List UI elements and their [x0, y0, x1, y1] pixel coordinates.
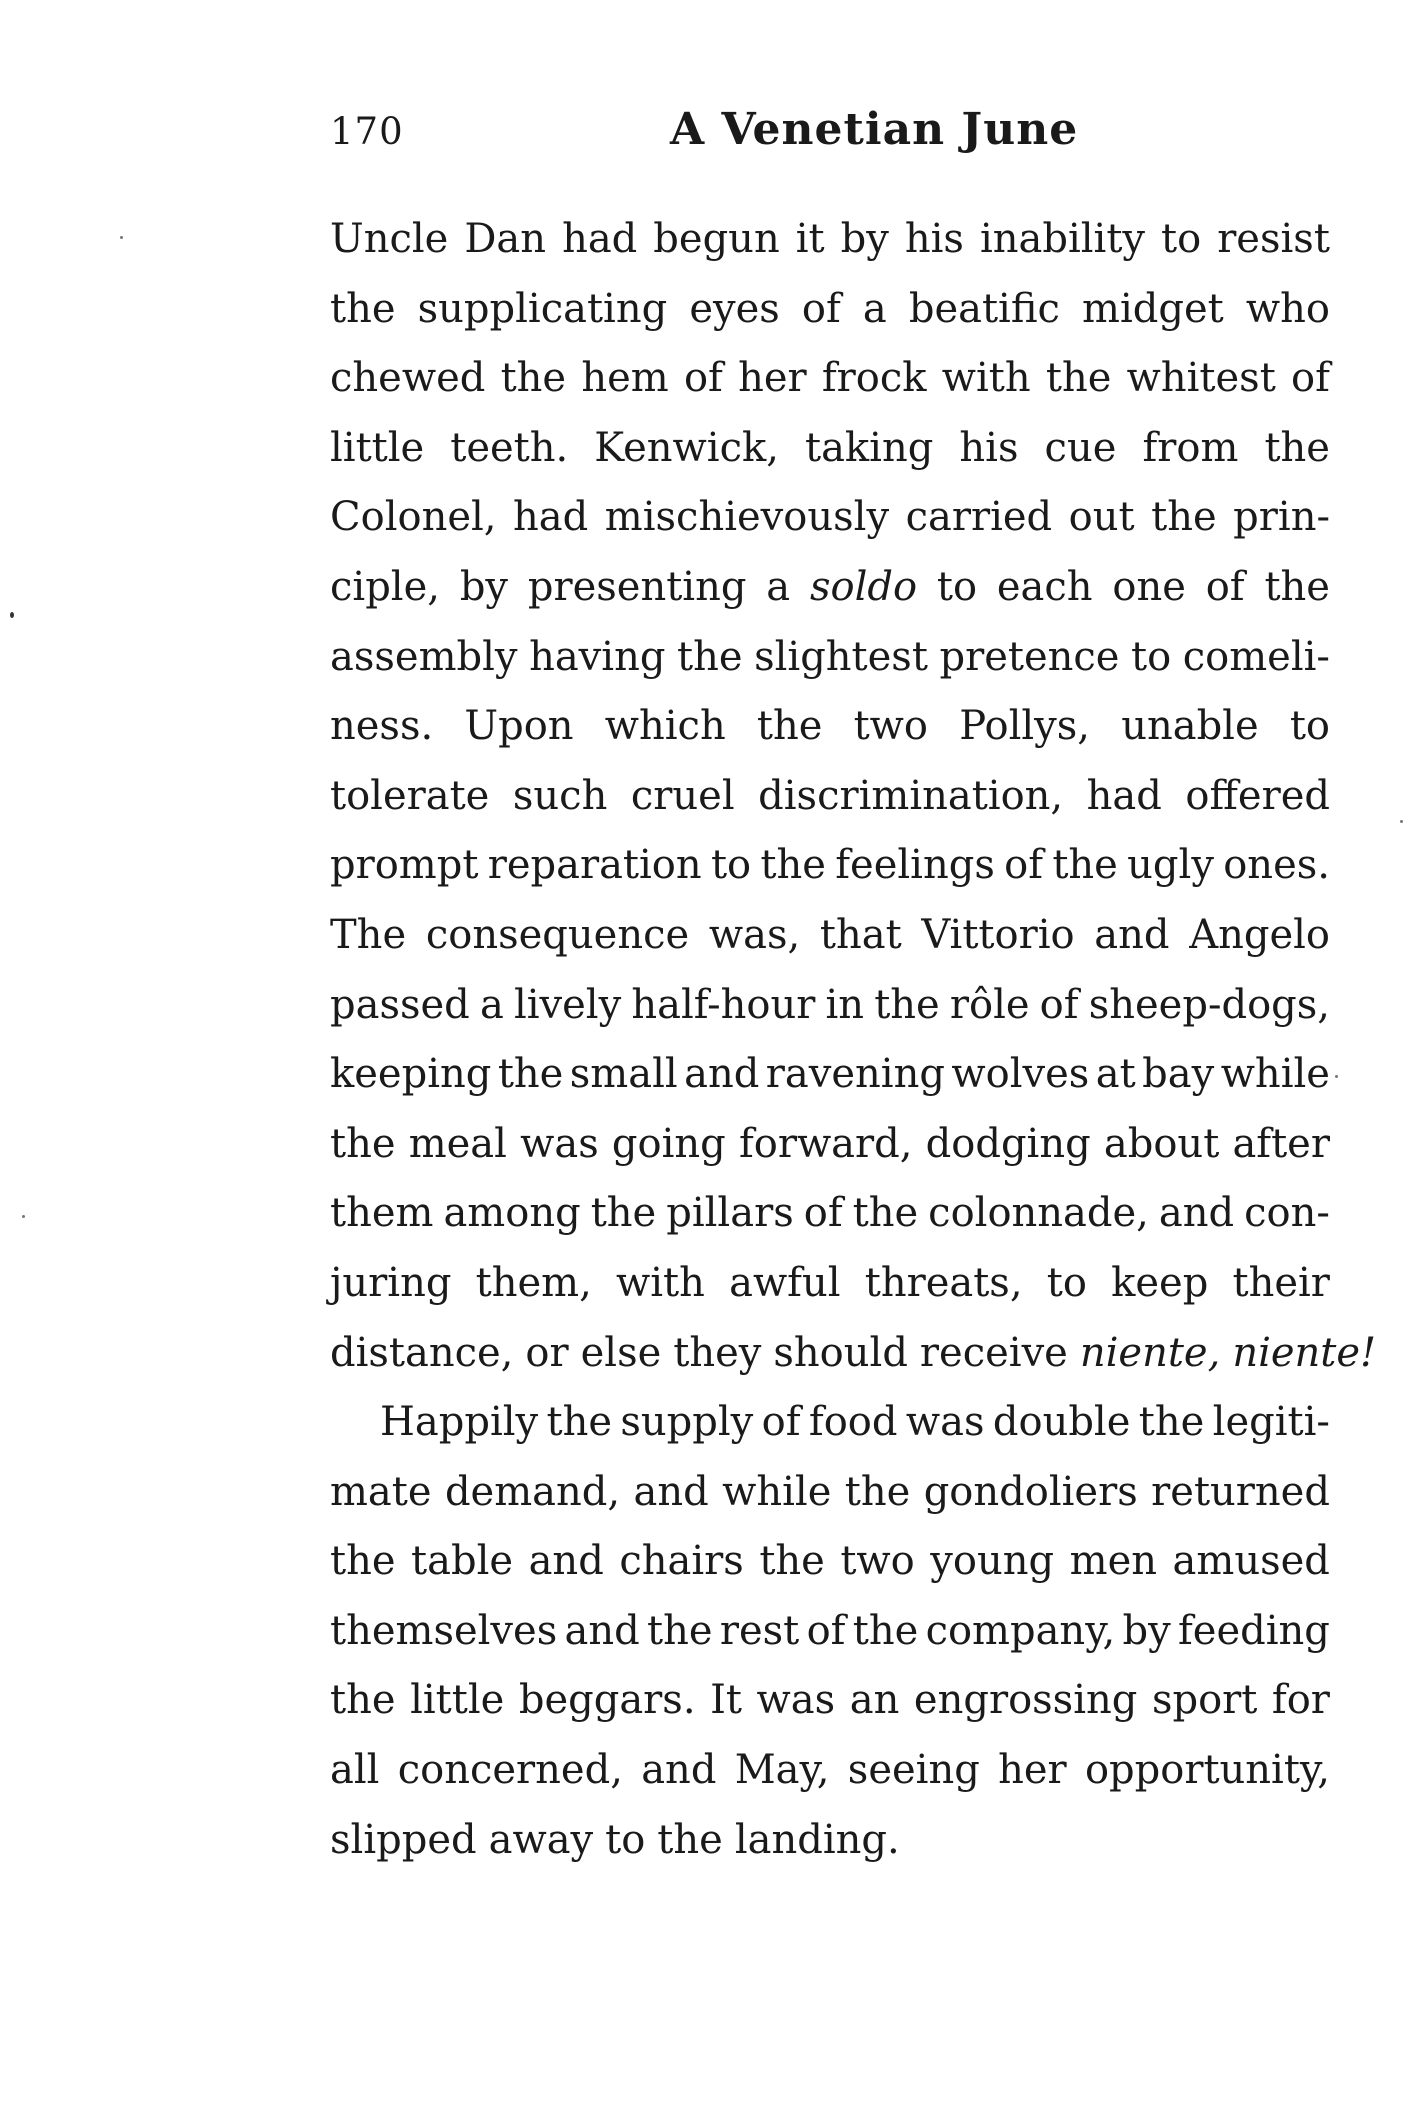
- paper-speck: [1335, 1075, 1338, 1078]
- word: prompt: [330, 842, 479, 889]
- word: his: [959, 424, 1019, 471]
- word: ugly: [1127, 842, 1214, 889]
- word: the: [330, 1120, 396, 1167]
- word: his: [904, 216, 964, 262]
- word: by: [459, 563, 509, 610]
- word: unable: [1121, 703, 1259, 750]
- word: sheep-dogs,: [1088, 981, 1330, 1028]
- word: mate: [330, 1468, 432, 1515]
- word: table: [411, 1538, 514, 1585]
- word: which: [604, 703, 726, 750]
- text-line: [330, 1736, 1330, 1806]
- text-line: [330, 275, 1330, 345]
- word: and: [528, 1538, 604, 1585]
- word: niente!: [1232, 1329, 1377, 1376]
- page-number: 170: [330, 110, 404, 153]
- text-line: [330, 762, 1330, 832]
- word: away: [488, 1816, 594, 1863]
- word: taking: [805, 424, 934, 471]
- word: hem: [581, 355, 669, 402]
- text-line: [330, 1179, 1330, 1249]
- word: who: [1245, 285, 1330, 332]
- word: begun: [653, 216, 780, 262]
- word: feelings: [835, 842, 995, 889]
- text-line: [330, 1806, 1330, 1876]
- word: Kenwick,: [594, 424, 779, 471]
- word: and: [1094, 911, 1170, 958]
- word: forward,: [738, 1120, 913, 1167]
- word: passed: [330, 981, 470, 1028]
- word: assembly: [330, 633, 518, 680]
- word: by: [840, 216, 889, 262]
- word: May,: [734, 1747, 830, 1794]
- word: rest: [719, 1607, 800, 1654]
- word: wolves: [951, 1051, 1090, 1098]
- word: to: [710, 842, 752, 889]
- word: opportunity,: [1084, 1747, 1330, 1794]
- word: small: [569, 1051, 678, 1098]
- word: lively: [513, 981, 622, 1028]
- word: feeding: [1178, 1607, 1330, 1654]
- word: chairs: [619, 1538, 744, 1585]
- word: that: [819, 911, 902, 958]
- word: carried: [905, 494, 1053, 541]
- word: receive: [919, 1329, 1068, 1376]
- word: tolerate: [330, 772, 490, 819]
- word: the: [852, 1190, 919, 1237]
- word: two: [853, 703, 929, 750]
- text-line: [330, 1597, 1330, 1667]
- paper-speck: [22, 1215, 25, 1218]
- word: of: [1205, 563, 1245, 610]
- word: pretence: [939, 633, 1120, 680]
- word: to: [1131, 633, 1172, 680]
- word: young: [930, 1538, 1055, 1585]
- word: going: [611, 1120, 726, 1167]
- word: of: [761, 1399, 801, 1446]
- word: food: [808, 1399, 898, 1446]
- word: them: [330, 1190, 434, 1237]
- word: rôle: [949, 981, 1030, 1028]
- word: among: [443, 1190, 581, 1237]
- word: for: [1271, 1677, 1330, 1724]
- word: else: [580, 1329, 662, 1376]
- running-title: A Venetian June: [670, 104, 1079, 155]
- word: the: [330, 1677, 396, 1724]
- word: teeth.: [450, 424, 569, 471]
- word: from: [1142, 424, 1239, 471]
- word: the: [1264, 563, 1330, 610]
- word: to: [1161, 216, 1202, 262]
- word: whitest: [1126, 355, 1276, 402]
- text-line: [330, 1527, 1330, 1597]
- word: of: [801, 285, 841, 332]
- word: to: [936, 563, 978, 610]
- word: and: [684, 1051, 760, 1098]
- word: little: [330, 424, 425, 471]
- word: company,: [925, 1607, 1116, 1654]
- text-line: [330, 692, 1330, 762]
- word: presenting: [527, 563, 747, 610]
- word: legiti-: [1212, 1399, 1330, 1446]
- word: chewed: [330, 355, 486, 402]
- word: the: [546, 1399, 613, 1446]
- word: the: [1151, 494, 1217, 541]
- word: landing.: [734, 1816, 900, 1863]
- word: with: [616, 1259, 705, 1306]
- word: the: [330, 285, 396, 332]
- word: was,: [708, 911, 801, 958]
- word: a: [479, 981, 504, 1028]
- word: while: [1220, 1051, 1330, 1098]
- text-line: [330, 1249, 1330, 1319]
- word: seeing: [847, 1747, 980, 1794]
- word: her: [738, 355, 807, 402]
- word: con-: [1244, 1190, 1330, 1237]
- word: ravening: [765, 1051, 945, 1098]
- word: Uncle: [330, 216, 449, 262]
- word: the: [590, 1190, 657, 1237]
- word: the: [330, 1538, 396, 1585]
- paper-speck: [120, 236, 123, 239]
- word: little: [410, 1677, 505, 1724]
- word: and: [641, 1747, 717, 1794]
- word: beggars.: [518, 1677, 696, 1724]
- text-line: [330, 1319, 1377, 1389]
- word: her: [998, 1747, 1067, 1794]
- word: cue: [1044, 424, 1117, 471]
- word: of: [683, 355, 723, 402]
- text-line: [330, 1110, 1330, 1180]
- word: Pollys,: [959, 703, 1091, 750]
- word: a: [766, 563, 791, 610]
- word: Happily: [380, 1399, 539, 1446]
- word: should: [773, 1329, 908, 1376]
- word: meal: [408, 1120, 507, 1167]
- word: pillars: [666, 1190, 794, 1237]
- word: and: [633, 1468, 709, 1515]
- word: the: [677, 633, 743, 680]
- word: had: [1086, 772, 1162, 819]
- word: after: [1232, 1120, 1330, 1167]
- word: midget: [1082, 285, 1224, 332]
- word: supply: [620, 1399, 754, 1446]
- word: beatific: [908, 285, 1060, 332]
- text-line: [330, 1040, 1330, 1110]
- word: Angelo: [1189, 911, 1330, 958]
- word: of: [803, 1190, 843, 1237]
- word: the: [1045, 355, 1112, 402]
- word: sport: [1151, 1677, 1258, 1724]
- word: awful: [729, 1259, 841, 1306]
- word: keep: [1111, 1259, 1209, 1306]
- word: The: [330, 911, 407, 958]
- word: the: [647, 1607, 713, 1654]
- text-line: [330, 831, 1330, 901]
- word: of: [1004, 842, 1044, 889]
- word: such: [512, 772, 608, 819]
- word: niente,: [1079, 1329, 1221, 1376]
- word: the: [497, 1051, 564, 1098]
- word: soldo: [809, 563, 918, 610]
- word: had: [513, 494, 589, 541]
- word: the: [1138, 1399, 1205, 1446]
- word: by: [1122, 1607, 1171, 1654]
- word: frock: [821, 355, 927, 402]
- word: and: [564, 1607, 640, 1654]
- word: in: [825, 981, 865, 1028]
- word: it: [795, 216, 825, 262]
- word: ciple,: [330, 563, 440, 610]
- word: or: [525, 1329, 569, 1376]
- text-line: [330, 1458, 1330, 1528]
- word: the: [852, 1607, 919, 1654]
- word: slightest: [754, 633, 928, 680]
- word: bay: [1142, 1051, 1215, 1098]
- word: the: [1052, 842, 1118, 889]
- word: about: [1103, 1120, 1220, 1167]
- word: double: [992, 1399, 1131, 1446]
- text-line: [330, 1666, 1330, 1736]
- word: mischievously: [604, 494, 890, 541]
- word: half-hour: [631, 981, 816, 1028]
- word: demand,: [444, 1468, 621, 1515]
- word: amused: [1172, 1538, 1330, 1585]
- word: and: [1158, 1190, 1235, 1237]
- word: gondoliers: [923, 1468, 1138, 1515]
- word: their: [1232, 1259, 1330, 1306]
- word: cruel: [630, 772, 735, 819]
- text-line: [330, 1388, 1330, 1458]
- word: to: [1046, 1259, 1087, 1306]
- word: had: [562, 216, 638, 262]
- word: each: [996, 563, 1093, 610]
- word: keeping: [330, 1051, 492, 1098]
- word: Dan: [464, 216, 547, 262]
- word: distance,: [330, 1329, 514, 1376]
- word: of: [1039, 981, 1079, 1028]
- word: Colonel,: [330, 494, 497, 541]
- word: the: [1264, 424, 1330, 471]
- word: ness.: [330, 703, 434, 750]
- word: comeli-: [1182, 633, 1330, 680]
- word: colonnade,: [928, 1190, 1149, 1237]
- word: one: [1112, 563, 1186, 610]
- word: reparation: [487, 842, 702, 889]
- word: was: [756, 1677, 836, 1724]
- word: consequence: [425, 911, 690, 958]
- word: slipped: [330, 1816, 477, 1863]
- word: an: [849, 1677, 900, 1724]
- word: of: [806, 1607, 846, 1654]
- word: they: [673, 1329, 762, 1376]
- word: to: [1289, 703, 1330, 750]
- word: the: [756, 703, 823, 750]
- paper-speck: [1400, 820, 1403, 823]
- word: inability: [979, 216, 1145, 262]
- word: themselves: [330, 1607, 558, 1654]
- word: at: [1095, 1051, 1136, 1098]
- word: was: [520, 1120, 599, 1167]
- word: concerned,: [397, 1747, 623, 1794]
- word: to: [605, 1816, 646, 1863]
- text-line: [330, 414, 1330, 484]
- word: Upon: [464, 703, 574, 750]
- word: them,: [475, 1259, 592, 1306]
- word: the: [759, 1538, 825, 1585]
- word: two: [840, 1538, 915, 1585]
- word: of: [1291, 355, 1330, 402]
- word: returned: [1151, 1468, 1330, 1515]
- word: men: [1069, 1538, 1158, 1585]
- word: all: [330, 1747, 380, 1794]
- running-head: [330, 104, 1330, 164]
- word: ones.: [1223, 842, 1330, 889]
- word: resist: [1217, 216, 1330, 262]
- word: It: [710, 1677, 742, 1724]
- word: the: [844, 1468, 911, 1515]
- word: the: [874, 981, 940, 1028]
- word: eyes: [689, 285, 780, 332]
- word: threats,: [864, 1259, 1023, 1306]
- word: the: [500, 355, 567, 402]
- word: was: [905, 1399, 985, 1446]
- word: prin-: [1233, 494, 1330, 541]
- paper-speck: [10, 612, 14, 618]
- word: the: [657, 1816, 723, 1863]
- word: having: [529, 633, 666, 680]
- word: dodging: [925, 1120, 1091, 1167]
- text-line: [330, 901, 1330, 971]
- text-line: [330, 483, 1330, 553]
- word: Vittorio: [921, 911, 1075, 958]
- word: discrimination,: [758, 772, 1064, 819]
- word: engrossing: [913, 1677, 1138, 1724]
- word: a: [862, 285, 887, 332]
- text-line: [330, 623, 1330, 693]
- word: while: [722, 1468, 832, 1515]
- word: the: [760, 842, 826, 889]
- text-line: [330, 205, 1330, 275]
- text-line: [330, 971, 1330, 1041]
- body-text: [330, 205, 1377, 1875]
- word: supplicating: [417, 285, 668, 332]
- word: with: [941, 355, 1031, 402]
- word: offered: [1185, 772, 1330, 819]
- word: out: [1068, 494, 1135, 541]
- text-line: [330, 553, 1330, 623]
- text-line: [330, 344, 1330, 414]
- word: juring: [330, 1259, 452, 1306]
